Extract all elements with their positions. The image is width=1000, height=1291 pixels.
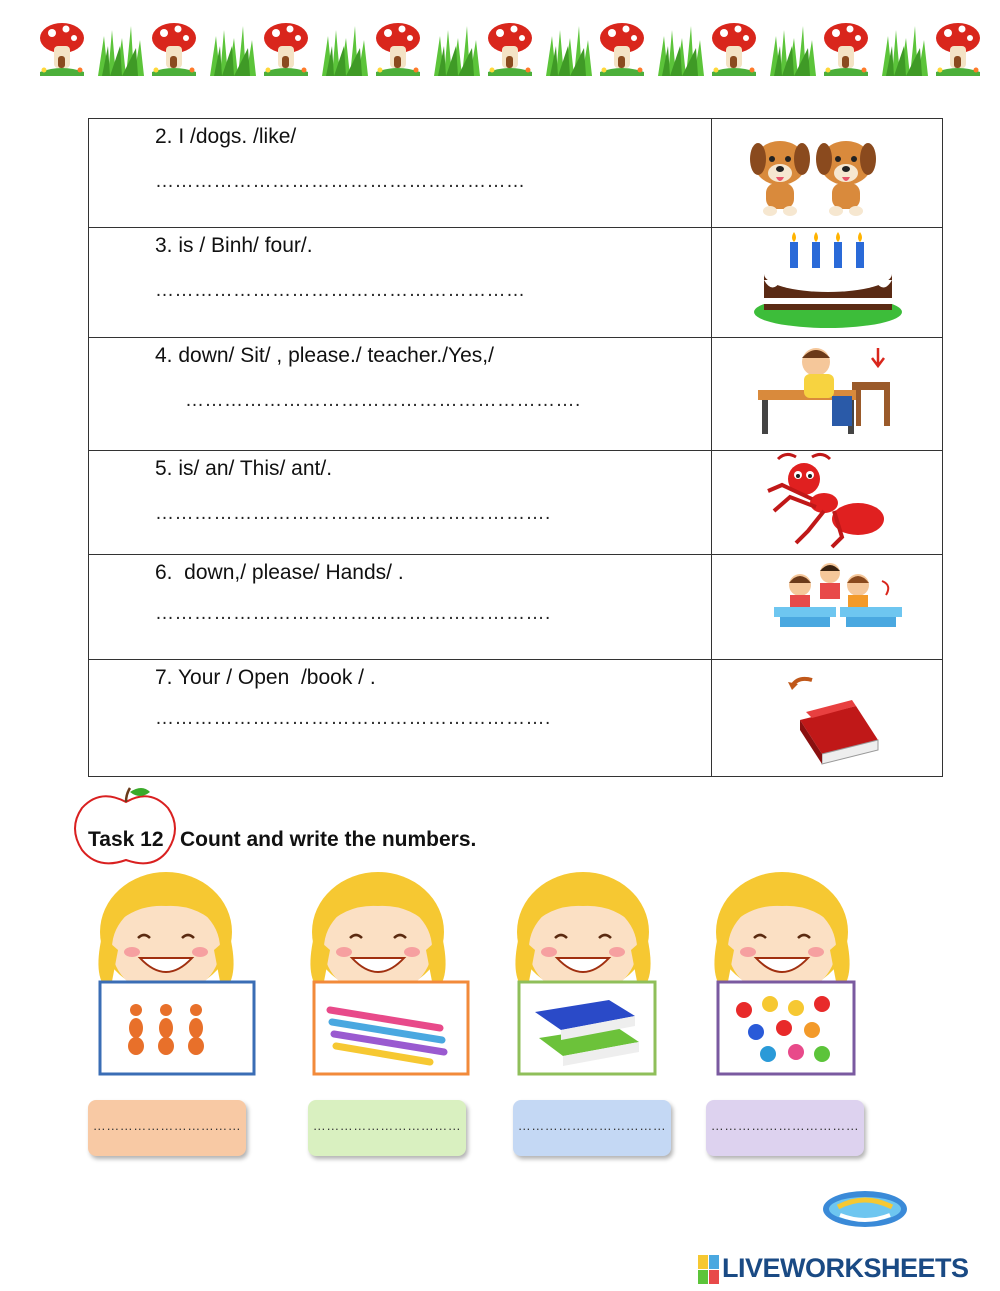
picture-cell [712, 228, 943, 338]
exercise-cell [89, 119, 712, 228]
exercise-prompt: 4. down/ Sit/ , please./ teacher./Yes,/ [155, 344, 494, 367]
children-at-desks-image [712, 555, 942, 660]
girl-holding-books-card [505, 870, 685, 1085]
exercise-prompt: 5. is/ an/ This/ ant/. [155, 457, 333, 480]
exercise-cell [89, 228, 712, 338]
exercise-prompt: 6. down,/ please/ Hands/ . [155, 561, 404, 584]
table-row [89, 338, 943, 451]
table-row [89, 555, 943, 660]
picture-cell [712, 555, 943, 660]
liveworksheets-emblem-icon [698, 1255, 720, 1285]
boy-at-desk-image [712, 338, 942, 451]
mushroom-grass-border [38, 14, 988, 78]
picture-cell [712, 451, 943, 555]
answer-line[interactable]: ……………………………………………………. [185, 390, 581, 411]
answer-line[interactable]: ……………………………………………………. [155, 603, 551, 624]
smart-start-logo [820, 1185, 910, 1230]
count-answer-box[interactable]: …………………………… [513, 1100, 671, 1156]
task-number: Task 12 [88, 828, 164, 851]
count-answer-box[interactable]: …………………………… [88, 1100, 246, 1156]
table-row [89, 119, 943, 228]
task-instruction: Count and write the numbers. [180, 828, 477, 851]
picture-cell [712, 338, 943, 451]
red-ant-image [712, 451, 942, 555]
exercise-cell [89, 338, 712, 451]
count-answer-box[interactable]: …………………………… [706, 1100, 864, 1156]
red-book-image [712, 660, 942, 777]
exercise-cell [89, 451, 712, 555]
liveworksheets-wordmark: LIVEWORKSHEETS [722, 1253, 969, 1283]
picture-cell [712, 660, 943, 777]
table-row [89, 660, 943, 777]
answer-line[interactable]: ………………………………………………… [155, 280, 526, 301]
table-row [89, 228, 943, 338]
answer-line[interactable]: ……………………………………………………. [155, 708, 551, 729]
exercise-prompt: 7. Your / Open /book / . [155, 666, 376, 689]
reorder-sentences-table [88, 118, 943, 777]
exercise-prompt: 3. is / Binh/ four/. [155, 234, 313, 257]
answer-line[interactable]: ……………………………………………………. [155, 503, 551, 524]
exercise-cell [89, 555, 712, 660]
picture-cell [712, 119, 943, 228]
exercise-prompt: 2. I /dogs. /like/ [155, 125, 297, 148]
answer-line[interactable]: ………………………………………………… [155, 171, 526, 192]
girl-holding-apples-card [704, 870, 884, 1085]
girl-holding-ants-card [88, 870, 268, 1085]
count-answer-box[interactable]: …………………………… [308, 1100, 466, 1156]
two-puppies-image [712, 119, 942, 228]
birthday-cake-image [712, 228, 942, 338]
exercise-cell [89, 660, 712, 777]
girl-holding-pens-card [300, 870, 480, 1085]
table-row [89, 451, 943, 555]
task-header [70, 786, 570, 866]
